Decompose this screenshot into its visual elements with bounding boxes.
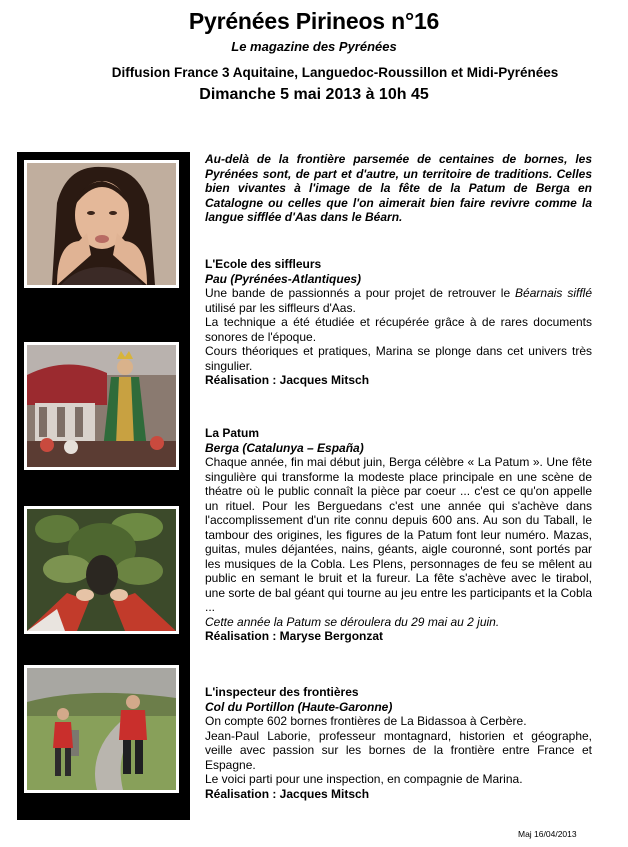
section-paragraph: La technique a été étudiée et récupérée grâce à de rares documents sonores de l'époque.: [205, 315, 592, 344]
section-title: L'inspecteur des frontières: [205, 685, 359, 699]
page-subtitle: Le magazine des Pyrénées: [231, 39, 397, 54]
broadcast-info: Diffusion France 3 Aquitaine, Languedoc-Roussillon et Midi-Pyrénées: [111, 65, 559, 80]
paragraph-italic-text: Béarnais sifflé: [515, 286, 592, 300]
section-paragraph: Cours théoriques et pratiques, Marina se plonge dans cet univers très singulier.: [205, 344, 592, 373]
section-paragraph: Chaque année, fin mai début juin, Berga célèbre « La Patum ». Une fête singulière qui transforme la modeste place principale en une scène de théatre où le public connaît la pièce par coeur ... c'est ce qu'on appelle un rituel. Pour les Berguedans c'est une année qui s'achève dans l'accomplissement d'un rite connu depuis 600 ans. Au son du Taball, le tambour des origines, les figures de la Patum font leur numéro. Mazas, guitas, mules déjantées, nains, géants, aigle couronné, sont portés par les musiques de la Cobla. Les Plens, personnages de feu se mêlent au public en semant le bruit et la fureur. La fête s'achève avec le tirabol, une sorte de bal géant qui tourne au jeu entre les participants et la Cobla ...: [205, 455, 592, 614]
section-paragraph: Le voici parti pour une inspection, en compagnie de Marina.: [205, 772, 523, 786]
paragraph-text: utilisé par les siffleurs d'Aas.: [205, 300, 356, 315]
paragraph-text: Une bande de passionnés a pour projet de retrouver le: [205, 286, 516, 300]
giant-figures-photo: [27, 345, 176, 467]
page-title: Pyrénées Pirineos n°16: [188, 8, 440, 34]
update-date: Maj 16/04/2013: [518, 829, 577, 839]
section-place: Col du Portillon (Haute-Garonne): [205, 699, 393, 714]
section-place: Pau (Pyrénées-Atlantiques): [205, 271, 362, 286]
mountain-hikers-photo: [27, 668, 176, 790]
section-paragraph: [205, 286, 592, 315]
intro-text: Au-delà de la frontière parsemée de centaines de bornes, les Pyrénées sont, de part et d'autre, un territoire de traditions. Celles bien vivantes à l'image de la fête de la Patum de Berga en Catalogne ou celles que l'on aimerait bien faire revivre comme la langue sifflée d'Aas dans le Béarn.: [205, 152, 592, 224]
section-paragraph: Jean-Paul Laborie, professeur montagnard, historien et géographe, veille avec passion sur les bornes de la frontière entre France et Espagne.: [205, 728, 592, 772]
plens-leaf-costume-photo: [27, 509, 176, 631]
section-credit: Réalisation : Jacques Mitsch: [205, 786, 370, 801]
section-patum: [205, 426, 592, 644]
section-siffleurs: [205, 257, 592, 388]
section-credit: Réalisation : Maryse Bergonzat: [205, 629, 384, 643]
photo-frame-plens: [24, 506, 179, 634]
photo-strip: [17, 152, 190, 820]
section-inspecteur: [205, 685, 592, 801]
section-credit: Réalisation : Jacques Mitsch: [205, 373, 370, 387]
whistling-woman-photo: [27, 163, 176, 285]
photo-frame-giants: [24, 342, 179, 470]
photo-frame-hikers: [24, 665, 179, 793]
section-place: Berga (Catalunya – España): [205, 440, 364, 455]
air-date: Dimanche 5 mai 2013 à 10h 45: [199, 86, 429, 103]
section-note: Cette année la Patum se déroulera du 29 mai au 2 juin.: [205, 614, 500, 629]
section-paragraph: On compte 602 bornes frontières de La Bidassoa à Cerbère.: [205, 714, 527, 728]
section-title: L'Ecole des siffleurs: [205, 257, 322, 271]
section-title: La Patum: [205, 426, 260, 440]
photo-frame-whistler: [24, 160, 179, 288]
